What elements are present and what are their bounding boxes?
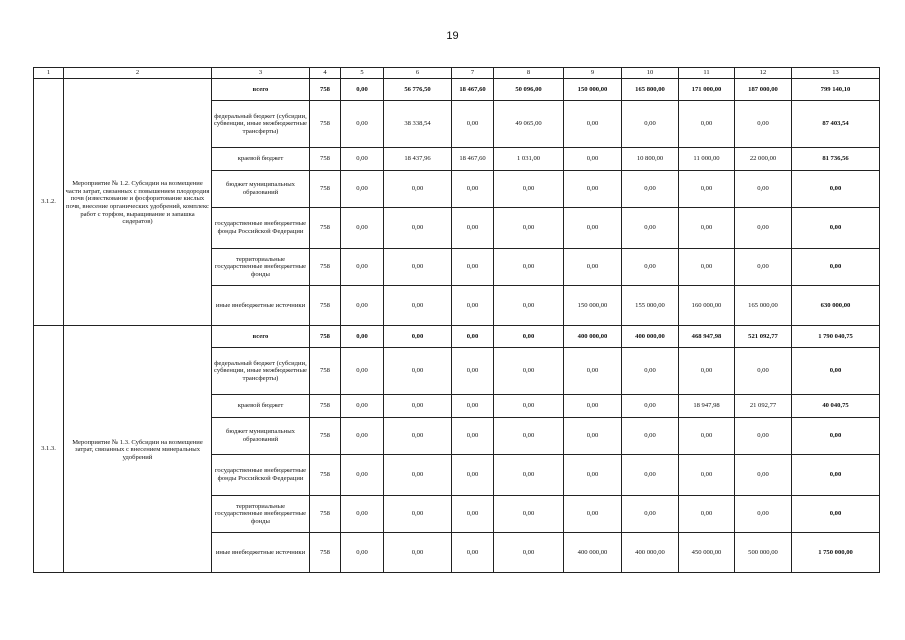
value-cell: 0,00 <box>384 496 452 533</box>
value-cell: 0,00 <box>341 533 384 573</box>
value-cell: 758 <box>310 286 341 326</box>
value-cell: 0,00 <box>564 418 622 455</box>
funding-source: государственные внебюджетные фонды Российской Федерации <box>212 455 310 496</box>
funding-source: всего <box>212 79 310 101</box>
value-cell: 0,00 <box>735 496 792 533</box>
value-cell: 0,00 <box>341 171 384 208</box>
table-row <box>34 79 880 101</box>
value-cell: 0,00 <box>384 208 452 249</box>
value-cell: 18 437,96 <box>384 148 452 171</box>
funding-source: всего <box>212 326 310 348</box>
page-number: 19 <box>446 30 459 42</box>
funding-source: краевой бюджет <box>212 148 310 171</box>
value-cell: 18 467,60 <box>452 148 494 171</box>
value-cell: 0,00 <box>341 326 384 348</box>
column-number: 9 <box>564 68 622 79</box>
value-cell: 758 <box>310 395 341 418</box>
value-cell: 758 <box>310 101 341 148</box>
value-cell: 0,00 <box>564 171 622 208</box>
funding-source: территориальные государственные внебюджетные фонды <box>212 249 310 286</box>
value-cell: 18 467,60 <box>452 79 494 101</box>
value-cell: 400 000,00 <box>622 326 679 348</box>
value-cell: 0,00 <box>679 208 735 249</box>
value-cell: 0,00 <box>452 208 494 249</box>
value-cell: 0,00 <box>452 455 494 496</box>
funding-source: государственные внебюджетные фонды Российской Федерации <box>212 208 310 249</box>
value-cell: 10 800,00 <box>622 148 679 171</box>
total-cell: 0,00 <box>792 348 880 395</box>
total-cell: 0,00 <box>792 171 880 208</box>
value-cell: 38 338,54 <box>384 101 452 148</box>
funding-source: краевой бюджет <box>212 395 310 418</box>
value-cell: 0,00 <box>564 148 622 171</box>
total-cell: 799 140,10 <box>792 79 880 101</box>
value-cell: 150 000,00 <box>564 79 622 101</box>
value-cell: 165 000,00 <box>735 286 792 326</box>
column-number: 7 <box>452 68 494 79</box>
value-cell: 0,00 <box>384 533 452 573</box>
value-cell: 187 000,00 <box>735 79 792 101</box>
total-cell: 0,00 <box>792 496 880 533</box>
value-cell: 0,00 <box>564 455 622 496</box>
column-number: 3 <box>212 68 310 79</box>
total-cell: 1 750 000,00 <box>792 533 880 573</box>
column-number: 10 <box>622 68 679 79</box>
value-cell: 758 <box>310 249 341 286</box>
value-cell: 758 <box>310 496 341 533</box>
column-number: 12 <box>735 68 792 79</box>
value-cell: 0,00 <box>679 101 735 148</box>
value-cell: 0,00 <box>494 496 564 533</box>
funding-source: иные внебюджетные источники <box>212 286 310 326</box>
value-cell: 0,00 <box>622 455 679 496</box>
value-cell: 165 800,00 <box>622 79 679 101</box>
value-cell: 0,00 <box>622 395 679 418</box>
value-cell: 0,00 <box>341 148 384 171</box>
value-cell: 18 947,98 <box>679 395 735 418</box>
value-cell: 0,00 <box>679 496 735 533</box>
activity-description <box>64 79 212 326</box>
activity-description <box>64 326 212 573</box>
value-cell: 0,00 <box>494 326 564 348</box>
value-cell: 0,00 <box>452 533 494 573</box>
funding-source: территориальные государственные внебюджетные фонды <box>212 496 310 533</box>
value-cell: 0,00 <box>341 208 384 249</box>
value-cell: 758 <box>310 348 341 395</box>
total-cell: 1 790 040,75 <box>792 326 880 348</box>
funding-source: бюджет муниципальных образований <box>212 418 310 455</box>
activity-description-text: Мероприятие № 1.3. Субсидии на возмещение затрат, связанных с внесением минеральных удобрений <box>72 438 203 461</box>
value-cell: 0,00 <box>679 171 735 208</box>
activity-code: 3.1.3. <box>34 326 64 573</box>
column-number: 4 <box>310 68 341 79</box>
value-cell: 758 <box>310 418 341 455</box>
value-cell: 0,00 <box>622 249 679 286</box>
value-cell: 0,00 <box>564 208 622 249</box>
funding-source: федеральный бюджет (субсидии, субвенции, иные межбюджетные трансферты) <box>212 348 310 395</box>
value-cell: 1 031,00 <box>494 148 564 171</box>
total-cell: 0,00 <box>792 249 880 286</box>
total-cell: 40 040,75 <box>792 395 880 418</box>
value-cell: 500 000,00 <box>735 533 792 573</box>
funding-source: бюджет муниципальных образований <box>212 171 310 208</box>
value-cell: 0,00 <box>622 418 679 455</box>
column-number: 2 <box>64 68 212 79</box>
value-cell: 0,00 <box>384 171 452 208</box>
value-cell: 0,00 <box>622 101 679 148</box>
value-cell: 0,00 <box>735 455 792 496</box>
value-cell: 0,00 <box>341 79 384 101</box>
value-cell: 0,00 <box>494 171 564 208</box>
value-cell: 155 000,00 <box>622 286 679 326</box>
value-cell: 0,00 <box>679 455 735 496</box>
value-cell: 22 000,00 <box>735 148 792 171</box>
value-cell: 0,00 <box>622 348 679 395</box>
value-cell: 0,00 <box>384 286 452 326</box>
value-cell: 0,00 <box>341 455 384 496</box>
column-number-row <box>34 68 880 79</box>
value-cell: 0,00 <box>735 249 792 286</box>
value-cell: 0,00 <box>384 455 452 496</box>
value-cell: 0,00 <box>452 286 494 326</box>
value-cell: 0,00 <box>494 455 564 496</box>
value-cell: 11 000,00 <box>679 148 735 171</box>
value-cell: 0,00 <box>564 249 622 286</box>
funding-source: иные внебюджетные источники <box>212 533 310 573</box>
value-cell: 758 <box>310 79 341 101</box>
value-cell: 0,00 <box>564 496 622 533</box>
value-cell: 0,00 <box>452 249 494 286</box>
value-cell: 0,00 <box>384 418 452 455</box>
column-number: 13 <box>792 68 880 79</box>
value-cell: 0,00 <box>341 286 384 326</box>
value-cell: 521 092,77 <box>735 326 792 348</box>
value-cell: 0,00 <box>384 326 452 348</box>
funding-source: федеральный бюджет (субсидии, субвенции, иные межбюджетные трансферты) <box>212 101 310 148</box>
value-cell: 0,00 <box>384 348 452 395</box>
value-cell: 468 947,98 <box>679 326 735 348</box>
column-number: 11 <box>679 68 735 79</box>
value-cell: 0,00 <box>341 418 384 455</box>
total-cell: 0,00 <box>792 208 880 249</box>
column-number: 6 <box>384 68 452 79</box>
column-number: 8 <box>494 68 564 79</box>
value-cell: 0,00 <box>341 101 384 148</box>
value-cell: 758 <box>310 533 341 573</box>
value-cell: 0,00 <box>452 496 494 533</box>
value-cell: 0,00 <box>679 348 735 395</box>
total-cell: 630 000,00 <box>792 286 880 326</box>
value-cell: 0,00 <box>564 101 622 148</box>
value-cell: 0,00 <box>735 418 792 455</box>
value-cell: 0,00 <box>494 249 564 286</box>
value-cell: 0,00 <box>622 496 679 533</box>
value-cell: 21 092,77 <box>735 395 792 418</box>
value-cell: 400 000,00 <box>622 533 679 573</box>
value-cell: 0,00 <box>735 348 792 395</box>
value-cell: 0,00 <box>622 208 679 249</box>
value-cell: 0,00 <box>564 348 622 395</box>
total-cell: 0,00 <box>792 455 880 496</box>
value-cell: 0,00 <box>384 395 452 418</box>
value-cell: 0,00 <box>494 348 564 395</box>
value-cell: 50 096,00 <box>494 79 564 101</box>
value-cell: 0,00 <box>494 208 564 249</box>
value-cell: 758 <box>310 171 341 208</box>
value-cell: 758 <box>310 455 341 496</box>
value-cell: 0,00 <box>679 249 735 286</box>
column-number: 5 <box>341 68 384 79</box>
value-cell: 0,00 <box>452 326 494 348</box>
value-cell: 160 000,00 <box>679 286 735 326</box>
value-cell: 758 <box>310 326 341 348</box>
activity-code: 3.1.2. <box>34 79 64 326</box>
value-cell: 49 065,00 <box>494 101 564 148</box>
value-cell: 0,00 <box>341 348 384 395</box>
value-cell: 0,00 <box>679 418 735 455</box>
total-cell: 87 403,54 <box>792 101 880 148</box>
column-number: 1 <box>34 68 64 79</box>
value-cell: 400 000,00 <box>564 326 622 348</box>
value-cell: 758 <box>310 208 341 249</box>
value-cell: 0,00 <box>341 496 384 533</box>
value-cell: 0,00 <box>494 286 564 326</box>
value-cell: 450 000,00 <box>679 533 735 573</box>
value-cell: 56 776,50 <box>384 79 452 101</box>
value-cell: 0,00 <box>494 533 564 573</box>
value-cell: 0,00 <box>384 249 452 286</box>
value-cell: 0,00 <box>452 348 494 395</box>
value-cell: 0,00 <box>452 101 494 148</box>
value-cell: 0,00 <box>735 101 792 148</box>
value-cell: 0,00 <box>341 395 384 418</box>
value-cell: 171 000,00 <box>679 79 735 101</box>
value-cell: 150 000,00 <box>564 286 622 326</box>
total-cell: 81 736,56 <box>792 148 880 171</box>
value-cell: 400 000,00 <box>564 533 622 573</box>
value-cell: 0,00 <box>494 395 564 418</box>
value-cell: 758 <box>310 148 341 171</box>
budget-table <box>33 67 880 573</box>
value-cell: 0,00 <box>494 418 564 455</box>
value-cell: 0,00 <box>622 171 679 208</box>
table-row <box>34 326 880 348</box>
value-cell: 0,00 <box>452 171 494 208</box>
total-cell: 0,00 <box>792 418 880 455</box>
value-cell: 0,00 <box>452 395 494 418</box>
value-cell: 0,00 <box>735 171 792 208</box>
value-cell: 0,00 <box>452 418 494 455</box>
value-cell: 0,00 <box>341 249 384 286</box>
value-cell: 0,00 <box>735 208 792 249</box>
value-cell: 0,00 <box>564 395 622 418</box>
activity-description-text: Мероприятие № 1.2. Субсидии на возмещение части затрат, связанных с повышением плодородия почв (известкование и фосфоритование кислых почв, внесение органических удобрений, комплекс работ с торфом, выращивание и запашка сидератов) <box>65 180 210 226</box>
